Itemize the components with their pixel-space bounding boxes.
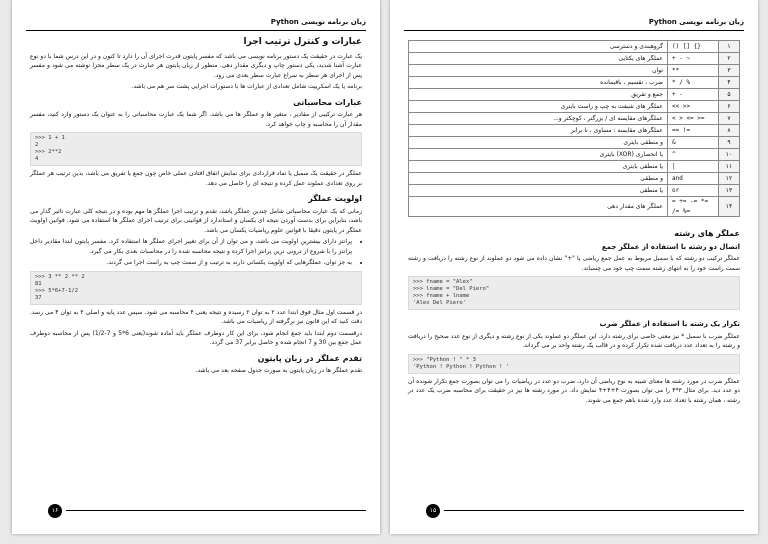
operator-cell: * / % bbox=[668, 77, 719, 89]
footer-rule bbox=[66, 510, 366, 511]
operator-cell: + - ~ bbox=[668, 53, 719, 65]
operator-cell: << >> bbox=[668, 101, 719, 113]
row-number: ۴ bbox=[719, 77, 740, 89]
running-header: زبان برنامه نویسی Python bbox=[404, 18, 744, 31]
code-block: >>> "Python ! " * 3 'Python ! Python ! Python ! ' bbox=[408, 354, 740, 374]
operator-precedence-table bbox=[408, 40, 740, 217]
description-cell: یا منطقی bbox=[409, 185, 668, 197]
right-page-content bbox=[408, 40, 740, 407]
description-cell: ضرب ، تقسیم ، باقیمانده bbox=[409, 77, 668, 89]
table-row bbox=[409, 77, 740, 89]
section-title: تقدم عملگر در زبان پایتون bbox=[257, 353, 362, 363]
operator-cell: ^ bbox=[668, 149, 719, 161]
section-title: عبارات محاسباتی bbox=[293, 97, 362, 107]
table-row bbox=[409, 185, 740, 197]
table-row bbox=[409, 41, 740, 53]
paragraph: هر عبارت ترکیبی از مقادیر ، متغیر ها و عملگر ها می باشد. اگر شما یک عبارت محاسباتی را به عنوان یک دستور وارد کنید، مفسر مقدار آن را محاسبه و چاپ خواهد کرد. bbox=[30, 111, 362, 128]
table-row bbox=[409, 125, 740, 137]
section-title: عبارات و کنترل ترتیب اجرا bbox=[243, 37, 362, 47]
row-number: ۱۴ bbox=[719, 197, 740, 217]
row-number: ۱۳ bbox=[719, 185, 740, 197]
row-number: ۱۲ bbox=[719, 173, 740, 185]
row-number: ۳ bbox=[719, 65, 740, 77]
operator-cell: and bbox=[668, 173, 719, 185]
paragraph: تقدم عملگر ها در زبان پایتون به صورت جدول صفحه بعد می باشد. bbox=[195, 367, 362, 374]
description-cell: یا انحصاری (XOR) بایتری bbox=[409, 149, 668, 161]
description-cell: عملگر های یکتایی bbox=[409, 53, 668, 65]
row-number: ۷ bbox=[719, 113, 740, 125]
table-row bbox=[409, 197, 740, 217]
paragraph: برنامه یا یک اسکریپت شامل تعدادی از عبارات ها با دستورات اجرایی پشت سر هم می باشد. bbox=[131, 83, 362, 90]
row-number: ۲ bbox=[719, 53, 740, 65]
page-number: ۱۶ bbox=[48, 504, 62, 518]
description-cell: عملگر های مقدار دهی bbox=[409, 197, 668, 217]
subsection-title: اتصال دو رشته با استفاده از عملگر جمع bbox=[601, 242, 740, 251]
list-item: • پرانتز دارای بیشترین اولویت می باشد، و می توان از آن برای تغییر اجرای عملگر ها استفاده کرد. مفسر پایتون ابتدا مقادیر داخل پرانتز را با شروع از درونی ترین پرانتز اجرا کرده و نتیجه محاسبه شده را در محاسبات بعدی بکار می گیرد. bbox=[30, 237, 352, 256]
description-cell: توان bbox=[409, 65, 668, 77]
table-row bbox=[409, 101, 740, 113]
paragraph: عملگر ضرب در مورد رشته ها معنای شبیه به نوع ریاضی آن دارد، ضرب دو عدد در ریاضیات را می توان بصورت جمع تکرار شونده آن دو عدد دید. برای مثال ۳*۴ را می توان بصورت ۴+۴+۴ نمایش داد. در مورد رشته ها نیز در حقیقت برای محاسبه ضرب یک عدد در رشته ، همان رشته با تعداد عدد وارد شده باهم جمع می شوند. bbox=[408, 377, 740, 404]
description-cell: یا منطقی بایتری bbox=[409, 161, 668, 173]
table-row bbox=[409, 53, 740, 65]
page-number: ۱۵ bbox=[426, 504, 440, 518]
table-row bbox=[409, 65, 740, 77]
paragraph: درقسمت دوم ابتدا باید جمع انجام شود، برای این کار دوطرف عملگر باید آماده شوند(یعنی 6*5 و 7-1/2) پس از محاسبه دوطرف عمل جمع بین 30 و 7 انجام شده و حاصل برابر 37 می گردد. bbox=[30, 329, 362, 346]
row-number: ۸ bbox=[719, 125, 740, 137]
operator-cell: ** bbox=[668, 65, 719, 77]
paragraph: عملگر ترکیب دو رشته که با سمبل مربوط به عمل جمع ریاضی یا "+" نشان داده می شود دو عملوند از نوع رشته را دریافت و رشته سمت راست خود را به انتهای رشته سمت چپ خود می چسباند. bbox=[408, 255, 740, 272]
section-title: عملگر های رشته bbox=[674, 229, 740, 238]
bullet-list bbox=[30, 237, 362, 268]
table-row bbox=[409, 137, 740, 149]
right-page bbox=[390, 0, 758, 534]
description-cell: عملگر های شیفت به چپ و راست بایتری bbox=[409, 101, 668, 113]
table-row bbox=[409, 149, 740, 161]
code-block: >>> 3 ** 2 ** 2 81 >>> 5*6+7-1/2 37 bbox=[30, 271, 362, 305]
table-row bbox=[409, 89, 740, 101]
operator-cell: () [] {} bbox=[668, 41, 719, 53]
operator-cell: = += -= *= /= %= bbox=[668, 197, 719, 217]
operator-cell: < > <= >= bbox=[668, 113, 719, 125]
operator-cell: == != bbox=[668, 125, 719, 137]
description-cell: جمع و تفریق bbox=[409, 89, 668, 101]
description-cell: عملگرهای مقایسه : مساوی ، نا برابر bbox=[409, 125, 668, 137]
row-number: ۱۱ bbox=[719, 161, 740, 173]
left-page-content bbox=[30, 34, 362, 378]
operator-cell: + - bbox=[668, 89, 719, 101]
description-cell: گروهبندی و دسترسی bbox=[409, 41, 668, 53]
operator-cell: or bbox=[668, 185, 719, 197]
footer-rule bbox=[444, 510, 744, 511]
operator-cell: | bbox=[668, 161, 719, 173]
description-cell: عملگرهای مقایسه ای / بزرگتر ، کوچکتر و... bbox=[409, 113, 668, 125]
table-row bbox=[409, 161, 740, 173]
section-title: اولویت عملگر bbox=[308, 194, 362, 203]
table-row bbox=[409, 173, 740, 185]
paragraph: در قسمت اول مثال فوق ابتدا عدد ۲ به توان ۲ رسیده و نتیجه یعنی ۴ محاسبه می شود. سپس عدد پایه و اصلی ۳ به توان ۴ می رسد. دقت کنید که این قانون نیز برگرفته از ریاضیات می باشد. bbox=[30, 308, 363, 325]
paragraph: یک عبارت در حقیقت یک دستور برنامه نویسی می باشد که مفسر پایتون قدرت اجرای آن را دارد تا کنون و در این درس شما با دو نوع عبارت آشنا شدید، یکی دستور چاپ و دیگری مقدار دهی. منظور از زبان پایتون هر عبارت در یک سطر مجزا نوشته می شود و مفسر پس از اجرای هر سطر به سراغ عبارت سطر بعدی می رود. bbox=[30, 52, 362, 79]
code-block: >>> fname = "Alex" >>> lname = "Del Piero" >>> fname + lname 'Alex Del Piero' bbox=[408, 276, 740, 310]
operator-cell: & bbox=[668, 137, 719, 149]
paragraph: عملگر ضرب با سمبل * نیز معنی خاصی برای رشته دارد. این عملگر دو عملوند یکی از نوع رشته و دیگری از نوع عدد صحیح را دریافت و رشته را به تعداد عدد دریافت شده تکرار کرده و در قالب یک رشته واحد بر می گرداند. bbox=[408, 332, 740, 349]
running-header: زبان برنامه نویسی Python bbox=[26, 18, 366, 31]
code-block: >>> 1 + 1 2 >>> 2**2 4 bbox=[30, 132, 362, 166]
row-number: ۹ bbox=[719, 137, 740, 149]
description-cell: و منطقی bbox=[409, 173, 668, 185]
table-row bbox=[409, 113, 740, 125]
paragraph: عملگر در حقیقت یک سمبل یا نماد قراردادی برای نمایش اتفاق افتادن عملی خاص چون جمع یا تفریق می باشد، بدین ترتیب هر عملگر بر روی تعدادی عملوند عمل کرده و نتیجه ای را حاصل می دهد. bbox=[30, 170, 362, 187]
left-page bbox=[12, 0, 380, 534]
row-number: ۱ bbox=[719, 41, 740, 53]
list-item: • به جز توان، عملگرهایی که اولویت یکسانی دارند به ترتیب و از سمت چپ به راست اجرا می گردند. bbox=[30, 258, 352, 268]
row-number: ۱۰ bbox=[719, 149, 740, 161]
description-cell: و منطقی بایتری bbox=[409, 137, 668, 149]
row-number: ۶ bbox=[719, 101, 740, 113]
row-number: ۵ bbox=[719, 89, 740, 101]
paragraph: زمانی که یک عبارت محاسباتی شامل چندین عملگر باشد، تقدم و ترتیب اجرا عملگر ها مهم بوده و در نتیجه کلی عبارت تاثیر گذار می باشد، بنابراین برای بدست آوردن نتیجه ای یکسان و استاندارد از قوانینی برای ترتیب اجرای عملگر ها استفاده می شود. قوانین اولویت عملگر در پایتون دقیقا با قوانین علوم ریاضیات یکسان می باشد. bbox=[30, 207, 362, 234]
subsection-title: تکرار یک رشته با استفاده از عملگر ضرب bbox=[599, 320, 740, 328]
